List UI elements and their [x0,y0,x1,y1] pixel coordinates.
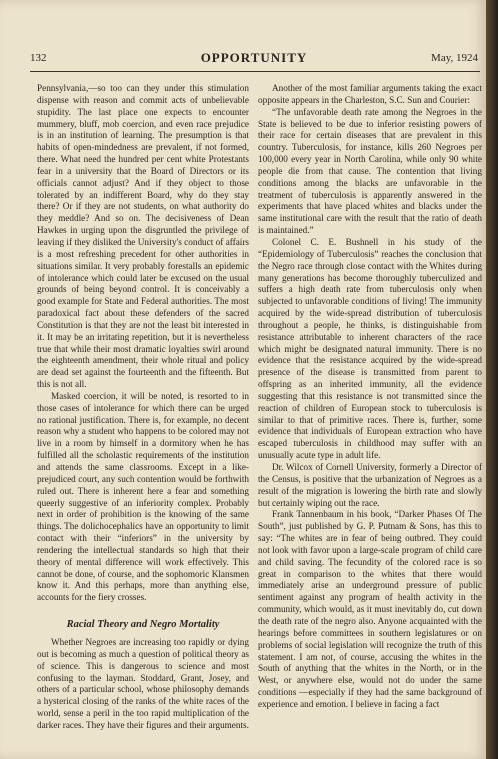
paragraph: Pennsylvania,—so too can they under this stimulation dispense with reason and commit acts of unbelievable stupidity. The last place one expects to encounter mummery, bluff, mob coercion, and even race prejudice is in an institution of learning. The presumption is that habits of open-mindedness are prevalent, if not formed, there. What need the hundred per cent white Protestants fear in a university that the Board of Directors or its officials cannot adjust? And if they object to those tolerated by an indifferent Board, why do they stay there? Or if they are not students, on what authority do they meddle? And so on. The decisiveness of Dean Hawkes in urging upon the disgruntled the privilege of leaving if they disliked the University's conduct of affairs is a most refreshing precedent for other authorities in situations similar. It very probably forestalls an epidemic of intolerance which could later be excused on the usual grounds of being beyond control. It is conceivably a good example for State and Federal authorities. The most paradoxical fact about these defenders of the sacred Constitution is that they are not the least bit interested in it. It may be an irritating repetition, but it is nevertheless true that while their most dramatic loyalties swirl around the eighteenth amendment, their whole ritual and policy are dead set against the fourteenth and the fifteenth. But this is not all. [37,83,249,390]
quotation-paragraph: “The unfavorable death rate among the Negroes in the State is believed to be due to inferior resisting powers of their race for certain diseases that are prevalent in this country. Tuberculosis, for instance, kills 260 Negroes per 100,000 every year in North Carolina, while only 90 white people die from that cause. The contention that living conditions among the blacks are unfavorable in the treatment of tuberculosis is apparently answered in the experiments that have placed whites and blacks under the same institutional care with the result that the ratio of death is maintained.” [258,106,482,236]
left-column [37,83,249,732]
paragraph: Colonel C. E. Bushnell in his study of the “Epidemiology of Tuberculosis” reaches the conclusion that the Negro race through close contact with the Whites during many generations has become thoroughly tuberculized and suffers a high death rate from tuberculosis only when subjected to unfavorable conditions of living! The immunity acquired by the wide-spread distribution of tuberculosis throughout a people, he thinks, is distinguishable from resistance attributable to inherent characters of the race which might be designated natural immunity. There is no evidence that the resistance acquired by the wide-spread presence of the disease is transmitted from parent to offspring as an inherited immunity, all the evidence suggesting that this resistance is not transmitted since the reaction of children of European stock to tuberculosis is similar to that of primitive races. There is, further, some evidence that individuals of European extraction who have escaped tuberculosis in childhood may suffer with an unusually acute type in adult life. [258,236,482,461]
page-header [30,50,478,68]
page-number: 132 [30,52,47,64]
journal-title: OPPORTUNITY [200,50,308,65]
right-column [258,83,482,711]
section-heading: Racial Theory and Negro Mortality [66,619,220,631]
paragraph: Frank Tannenbaum in his book, “Darker Phases Of The South”, just published by G. P. Putnam & Sons, has this to say: “The whites are in fear of being outbred. They could not look with favor upon a large-scale program of child care and child saving. The fecundity of the colored race is so great in comparison to the whites that there would immediately arise an underground pressure of public sentiment against any program of health activity in the community, which would, as it must inevitably do, cut down the death rate of the negro also. Anyone acquainted with the hearings before committees in southern legislatures or on problems of social legislation will recognize the truth of this statement. I am not, of course, accusing the whites in the South of anything that the whites in the North, or in the West, or anywhere else, would not do under the same conditions —especially if they had the same background of experience and emotion. I believe in facing a fact [258,509,482,709]
book-binding [486,0,498,759]
paragraph: Whether Negroes are increasing too rapidly or dying out is becoming as much a question of political theory as of science. This is dangerous to science and most confusing to the layman. Stoddard, Grant, Josey, and others of a particular school, whose philosophy demands a hysterical closing of the ranks of the white races of the world, sense a peril in the too rapid multiplication of the darker races. They have their figures and their arguments. [37,636,249,730]
paragraph: Masked coercion, it will be noted, is resorted to in those cases of intolerance for which there can be urged no rational justification. There is, for example, no decent reason why a student who happens to be colored may not live in a room by himself in a dormitory when he has fulfilled all the scholastic requirements of the institution and attends the same classrooms. Except in a like-prejudiced court, any such contention would be forthwith ruled out. There is inherent here a fear and something queerly suggestive of an inferiority complex. Probably next in order of prohibition is the knowing of the same things. The dolichocephalics have an opportunity to limit contact with their “inferiors” in the university by rendering the intellectual standards so high that their theory of mental difference will work effectively. This cannot be done, of course, and the sophomoric Klansmen know it. And this perhaps, more than anything else, accounts for the fiery crosses. [37,390,249,603]
issue-date: May, 1924 [431,52,478,64]
header-rule [30,71,480,72]
paragraph: Dr. Wilcox of Cornell University, formerly a Director of the Census, is positive that the urbanization of Negroes as a result of the migration is lowering the birth rate and slowly but certainly wiping out the race. [258,462,482,508]
paragraph: Another of the most familiar arguments taking the exact opposite appears in the Charleston, S.C. Sun and Courier: [258,83,482,105]
